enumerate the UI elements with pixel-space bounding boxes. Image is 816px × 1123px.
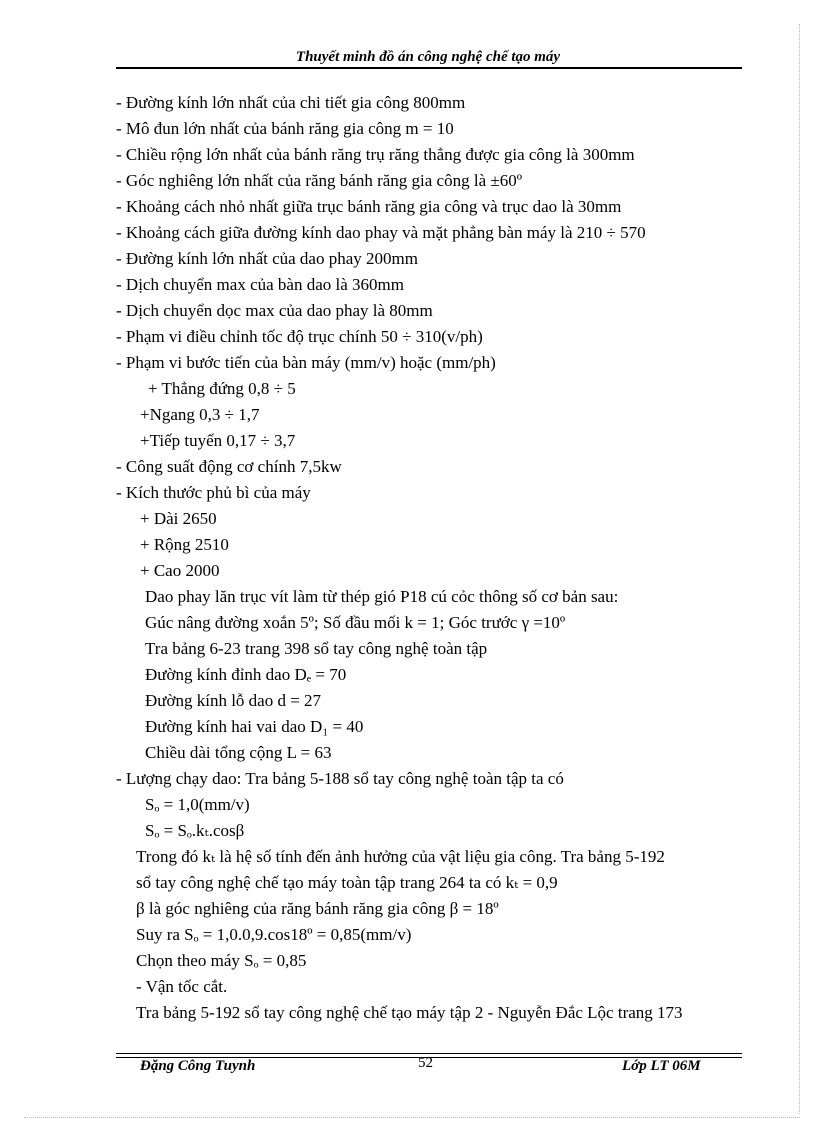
text-line: Đường kính đỉnh dao Dₑ = 70 [145, 665, 347, 684]
text-line: Sₒ = 1,0(mm/v) [145, 795, 250, 814]
text-line: - Vận tốc cắt. [136, 977, 228, 996]
text-line: +Ngang 0,3 ÷ 1,7 [140, 405, 260, 424]
header-divider [116, 67, 742, 69]
text-line: Đường kính hai vai dao D₁ = 40 [145, 717, 364, 736]
text-line: - Phạm vi bước tiến của bàn máy (mm/v) hoặc (mm/ph) [116, 353, 496, 372]
text-line: - Chiều rộng lớn nhất của bánh răng trụ răng thẳng được gia công là 300mm [116, 145, 635, 164]
text-line: - Khoảng cách giữa đường kính dao phay và mặt phẳng bàn máy là 210 ÷ 570 [116, 223, 646, 242]
text-line: - Góc nghiêng lớn nhất của răng bánh răng gia công là ±60º [116, 171, 522, 190]
text-line: - Dịch chuyển max của bàn dao là 360mm [116, 275, 404, 294]
page-number: 52 [418, 1055, 433, 1071]
footer-divider [116, 1053, 742, 1054]
text-line: Tra bảng 6-23 trang 398 sổ tay công nghệ toàn tập [145, 639, 488, 658]
text-line: Đường kính lỗ dao d = 27 [145, 691, 322, 710]
text-line: - Mô đun lớn nhất của bánh răng gia công m = 10 [116, 119, 454, 138]
text-line: - Đường kính lớn nhất của dao phay 200mm [116, 249, 418, 268]
text-line: - Phạm vi điều chỉnh tốc độ trục chính 50 ÷ 310(v/ph) [116, 327, 483, 346]
text-line: Gúc nâng đường xoắn 5º; Số đầu mối k = 1; Góc trước γ =10º [145, 613, 566, 632]
text-line: + Dài 2650 [140, 509, 217, 528]
text-line: Trong đó kₜ là hệ số tính đến ảnh hưởng của vật liệu gia công. Tra bảng 5-192 [136, 847, 665, 866]
text-line: + Cao 2000 [140, 561, 220, 580]
text-line: - Đường kính lớn nhất của chi tiết gia công 800mm [116, 93, 466, 112]
page-edge-shadow [799, 24, 801, 1114]
footer-author: Đặng Công Tuynh [140, 1058, 256, 1074]
text-line: + Rộng 2510 [140, 535, 229, 554]
text-line: Chọn theo máy Sₒ = 0,85 [136, 951, 307, 970]
text-line: + Thẳng đứng 0,8 ÷ 5 [148, 379, 296, 398]
text-line: Dao phay lăn trục vít làm từ thép gió P18 cú cỏc thông số cơ bản sau: [145, 587, 619, 606]
text-line: - Khoảng cách nhỏ nhất giữa trục bánh răng gia công và trục dao là 30mm [116, 197, 622, 216]
text-line: +Tiếp tuyến 0,17 ÷ 3,7 [140, 431, 296, 450]
footer-class: Lớp LT 06M [622, 1058, 701, 1074]
text-line: Suy ra Sₒ = 1,0.0,9.cos18º = 0,85(mm/v) [136, 925, 412, 944]
text-line: - Lượng chạy dao: Tra bảng 5-188 sổ tay công nghệ toàn tập ta có [116, 769, 564, 788]
text-line: Sₒ = Sₒ.kₜ.cosβ [145, 821, 245, 840]
text-line: β là góc nghiêng của răng bánh răng gia công β = 18º [136, 899, 499, 918]
text-line: - Công suất động cơ chính 7,5kw [116, 457, 342, 476]
text-line: - Kích thước phủ bì của máy [116, 483, 311, 502]
text-line: sổ tay công nghệ chế tạo máy toàn tập trang 264 ta có kₜ = 0,9 [136, 873, 558, 892]
page-bottom-edge [24, 1117, 800, 1118]
text-line: Tra bảng 5-192 sổ tay công nghệ chế tạo máy tập 2 - Nguyễn Đắc Lộc trang 173 [136, 1003, 683, 1022]
header-title: Thuyết minh đồ án công nghệ chế tạo máy [295, 49, 561, 65]
text-line: Chiều dài tổng cộng L = 63 [145, 743, 332, 762]
text-line: - Dịch chuyển dọc max của dao phay là 80mm [116, 301, 433, 320]
